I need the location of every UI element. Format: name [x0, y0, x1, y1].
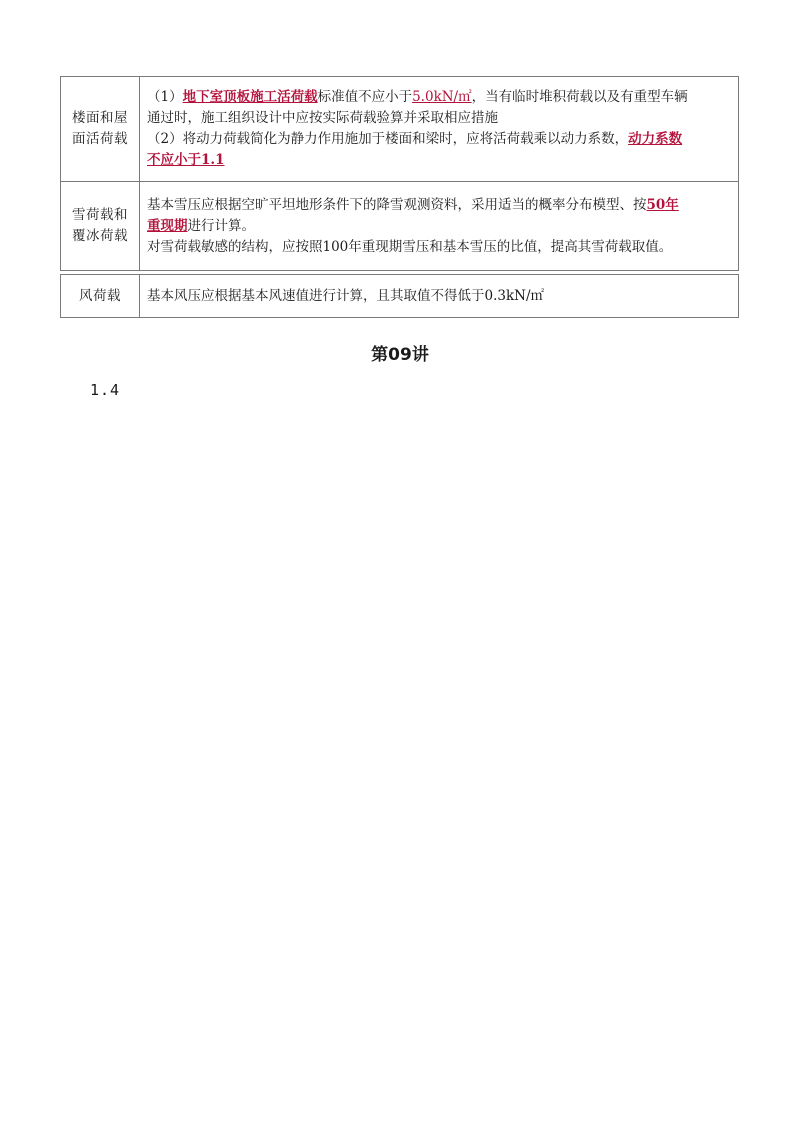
row-label-snow-ice-load [61, 182, 140, 271]
row-content-wind-load: 基本风压应根据基本风速值进行计算，且其取值不得低于0.3kN/㎡ [140, 275, 739, 318]
body-text: ，当有临时堆积荷载以及有重型车辆 [471, 89, 688, 105]
row-label-floor-roof-live-load [61, 77, 140, 182]
section-number: 1.4 [90, 381, 121, 399]
table-row [61, 182, 739, 271]
paragraph-1 [147, 195, 730, 216]
load-table-upper [60, 76, 739, 271]
body-text: （2）将动力荷载简化为静力作用施加于楼面和梁时，应将活荷载乘以动力系数， [147, 131, 629, 147]
row-content-floor-roof-live-load [140, 77, 739, 182]
item-number: （1） [147, 89, 183, 105]
highlight-text: 地下室顶板施工活荷载 [182, 89, 318, 105]
table-row [61, 77, 739, 182]
label-line: 面活荷载 [72, 131, 128, 147]
paragraph-2-cont [147, 150, 730, 171]
body-text: 进行计算。 [187, 217, 255, 234]
highlight-text: 不应小于1.1 [147, 152, 225, 168]
row-content-snow-ice-load [140, 182, 739, 271]
paragraph-1-cont [147, 216, 730, 237]
label-line: 楼面和屋 [72, 110, 128, 126]
row-label-wind-load: 风荷载 [61, 275, 140, 318]
body-text: 标准值不应小于 [317, 89, 413, 105]
load-table-wind [60, 274, 739, 318]
lecture-heading: 第09讲 [371, 345, 429, 365]
body-text: 对雪荷载敏感的结构，应按照100年重现期雪压和基本雪压的比值，提高其雪荷载取值。 [147, 238, 673, 255]
highlight-text: 重现期 [147, 217, 188, 234]
highlight-value: 5.0kN/㎡ [412, 89, 472, 105]
paragraph-2 [147, 129, 730, 150]
label-line: 覆冰荷载 [72, 228, 128, 244]
label-line: 雪荷载和 [72, 207, 128, 223]
table-row [61, 275, 739, 318]
paragraph-1 [147, 87, 730, 108]
body-text: 基本雪压应根据空旷平坦地形条件下的降雪观测资料，采用适当的概率分布模型、按 [147, 196, 647, 213]
highlight-text: 50年 [646, 196, 679, 213]
highlight-text: 动力系数 [628, 131, 683, 147]
body-text: 通过时，施工组织设计中应按实际荷载验算并采取相应措施 [147, 110, 498, 126]
